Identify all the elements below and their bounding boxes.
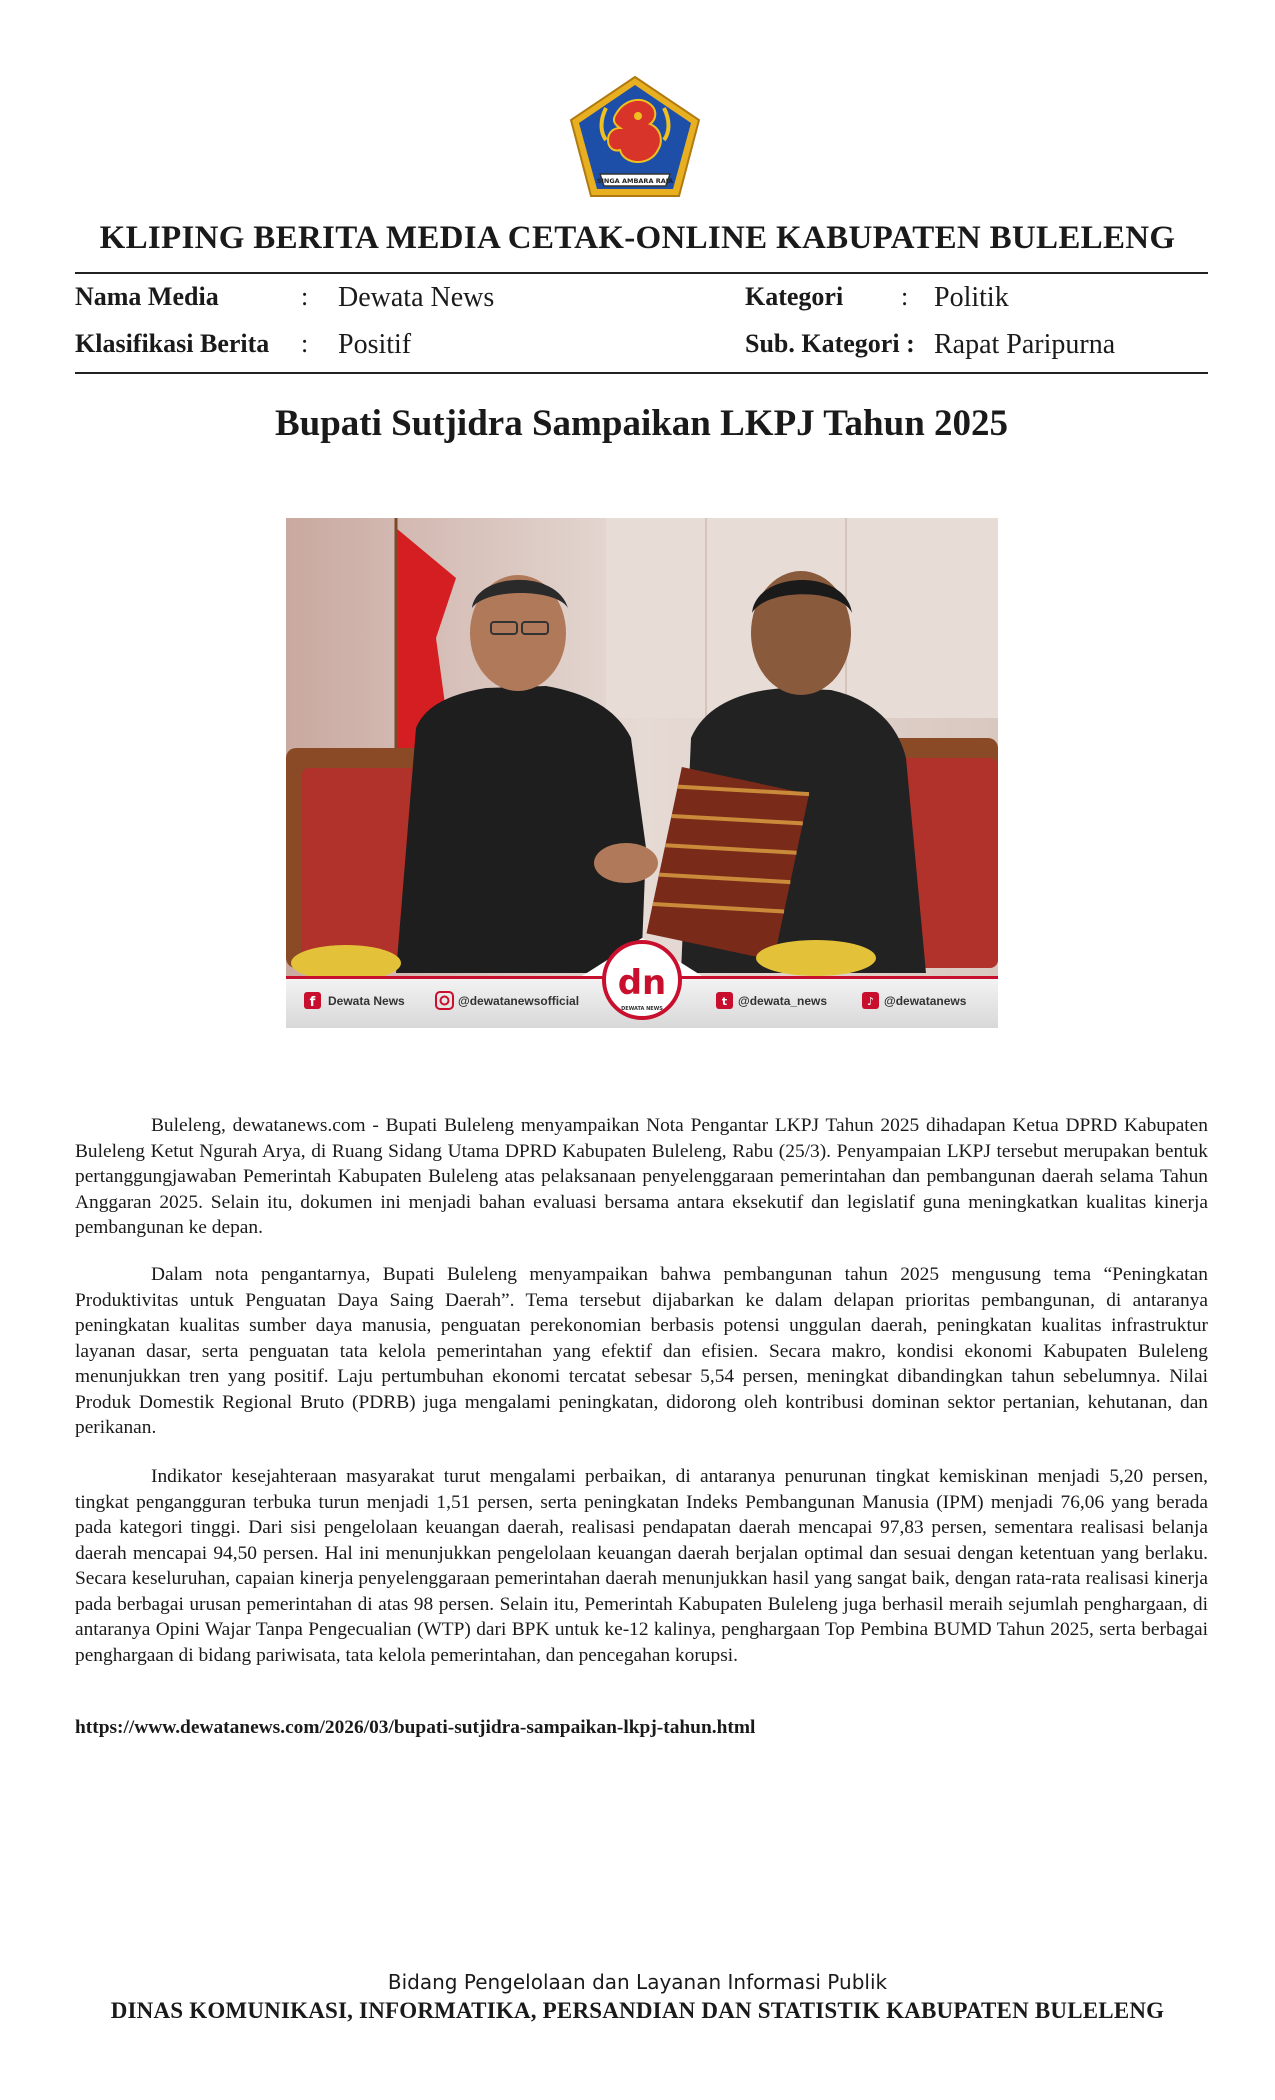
article-paragraph-2: Dalam nota pengantarnya, Bupati Buleleng menyampaikan bahwa pembangunan tahun 2025 mengusung tema “Peningkatan Produktivitas untuk Penguatan Daya Saing Daerah”. Tema tersebut dijabarkan ke dalam delapan prioritas pembangunan, di antaranya peningkatan kualitas sumber daya manusia, penguatan perekonomian berbasis potensi unggulan daerah, peningkatan kualitas infrastruktur layanan dasar, serta penguatan tata kelola pemerintahan yang efektif dan efisien. Secara makro, kondisi ekonomi Kabupaten Buleleng menunjukkan tren yang positif. Laju pertumbuhan ekonomi tercatat sebesar 5,54 persen, meningkat dibandingkan tahun sebelumnya. Nilai Produk Domestik Regional Bruto (PDRB) juga mengalami peningkatan, didorong oleh kontribusi dominan sektor pertanian, kehutanan, dan perikanan. (75, 1264, 1208, 1438)
classification-colon: : (301, 329, 309, 358)
media-name-colon: : (301, 282, 309, 311)
sub-category-value: Rapat Paripurna (934, 329, 1116, 360)
tiktok-icon (862, 992, 879, 1009)
instagram-handle: @dewatanewsofficial (458, 994, 580, 1008)
footer-agency: DINAS KOMUNIKASI, INFORMATIKA, PERSANDIAN DAN STATISTIK KABUPATEN BULELENG (110, 1998, 1165, 2023)
category-value: Politik (934, 282, 1009, 313)
classification-value: Positif (338, 329, 412, 360)
article-title: Bupati Sutjidra Sampaikan LKPJ Tahun 2025 (274, 403, 1009, 444)
facebook-handle: Dewata News (328, 994, 405, 1008)
svg-text:DEWATA NEWS: DEWATA NEWS (621, 1006, 663, 1012)
header-rule-bottom (75, 372, 1208, 374)
twitter-icon (716, 992, 733, 1009)
news-photo (286, 518, 998, 1028)
article-paragraph-1: Buleleng, dewatanews.com - Bupati Buleleng menyampaikan Nota Pengantar LKPJ Tahun 2025 dihadapan Ketua DPRD Kabupaten Buleleng Ketut Ngurah Arya, di Ruang Sidang Utama DPRD Kabupaten Buleleng, Rabu (25/3). Penyampaian LKPJ tersebut merupakan bentuk pertanggungjawaban Pemerintah Kabupaten Buleleng atas pelaksanaan penyelenggaraan pemerintahan dan pembangunan daerah selama Tahun Anggaran 2025. Selain itu, dokumen ini menjadi bahan evaluasi bersama antara eksekutif dan legislatif guna meningkatkan kualitas kinerja pembangunan ke depan. (75, 1115, 1208, 1238)
clipping-heading: KLIPING BERITA MEDIA CETAK-ONLINE KABUPATEN BULELENG (99, 220, 1176, 256)
sub-category-label: Sub. Kategori : (745, 329, 915, 358)
footer-division: Bidang Pengelolaan dan Layanan Informasi Publik (387, 1970, 888, 1994)
category-label: Kategori (745, 282, 844, 311)
article-paragraph-3: Indikator kesejahteraan masyarakat turut mengalami perbaikan, di antaranya penurunan tingkat kemiskinan menjadi 5,20 persen, tingkat pengangguran terbuka turun menjadi 1,51 persen, serta peningkatan Indeks Pembangunan Manusia (IPM) menjadi 76,06 yang berada pada kategori tinggi. Dari sisi pengelolaan keuangan daerah, realisasi pendapatan daerah mencapai 97,83 persen, sementara realisasi belanja daerah mencapai 94,50 persen. Hal ini menunjukkan pengelolaan keuangan daerah berjalan optimal dan sesuai dengan ketentuan yang berlaku. Secara keseluruhan, capaian kinerja penyelenggaraan pemerintahan daerah menunjukkan hasil yang sangat baik, dengan rata-rata realisasi kinerja pada berbagai urusan pemerintahan di atas 98 persen. Selain itu, Pemerintah Kabupaten Buleleng juga berhasil meraih sejumlah penghargaan, di antaranya Opini Wajar Tanpa Pengecualian (WTP) dari BPK untuk ke-12 kalinya, penghargaan Top Pembina BUMD Tahun 2025, serta berbagai penghargaan di bidang pariwisata, tata kelola pemerintahan, dan pencegahan korupsi. (75, 1466, 1208, 1666)
svg-text:f: f (309, 995, 316, 1010)
facebook-icon (304, 992, 321, 1010)
svg-text:dn: dn (617, 963, 667, 1003)
category-colon: : (901, 282, 909, 311)
classification-label: Klasifikasi Berita (75, 329, 270, 358)
header-rule-top (75, 272, 1208, 274)
svg-text:t: t (721, 995, 728, 1008)
media-name-label: Nama Media (75, 282, 219, 311)
twitter-handle: @dewata_news (738, 994, 828, 1008)
media-name-value: Dewata News (338, 282, 495, 313)
tiktok-handle: @dewatanews (884, 994, 967, 1008)
svg-text:♪: ♪ (866, 995, 875, 1008)
buleleng-regency-seal (566, 74, 704, 200)
source-url: https://www.dewatanews.com/2026/03/bupati-sutjidra-sampaikan-lkpj-tahun.html (75, 1717, 756, 1738)
svg-text:SINGA AMBARA RAJA: SINGA AMBARA RAJA (596, 177, 674, 185)
